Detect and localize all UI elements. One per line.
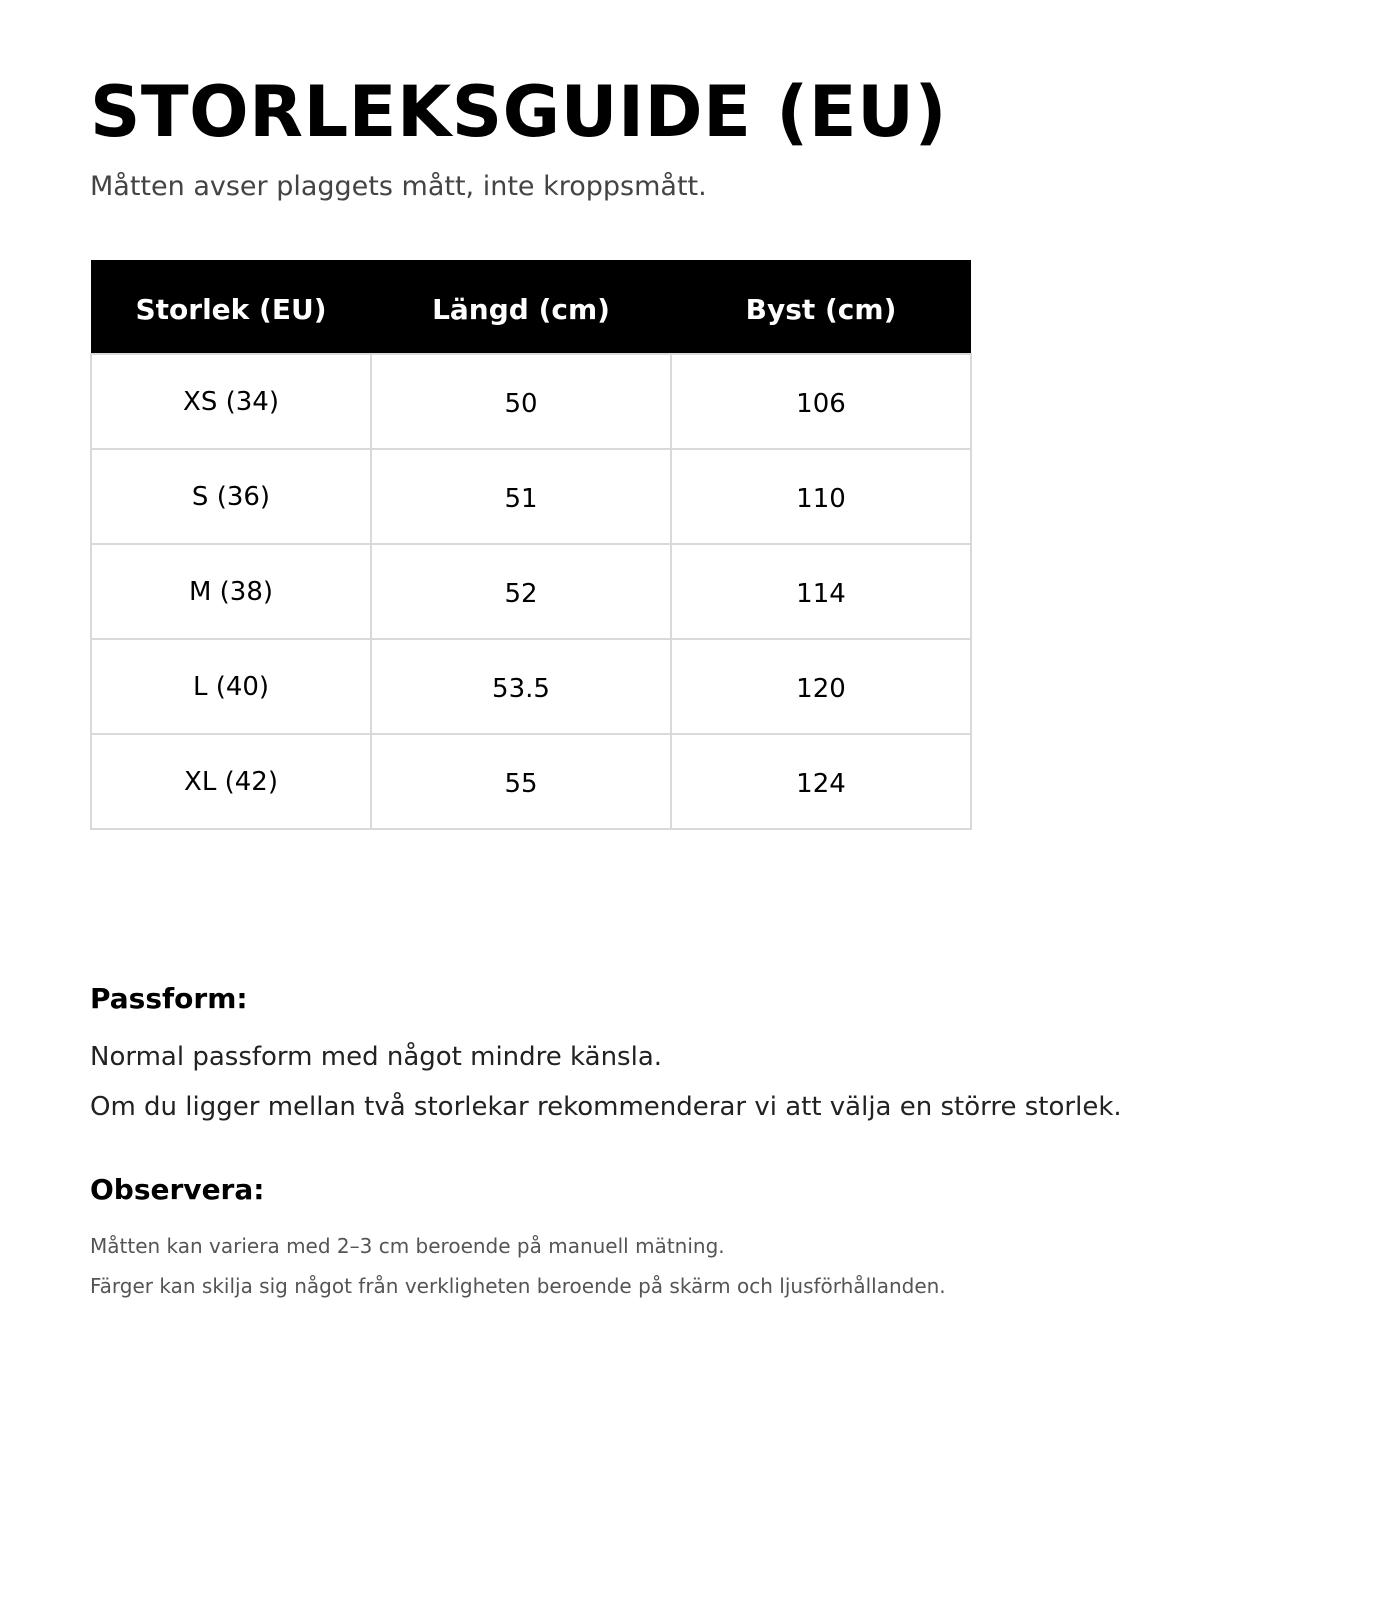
size-cell: XS (34) bbox=[91, 354, 371, 449]
column-header-length: Längd (cm) bbox=[371, 260, 671, 354]
table-row bbox=[91, 734, 971, 829]
bust-cell: 106 bbox=[671, 354, 971, 449]
size-cell: S (36) bbox=[91, 449, 371, 544]
bust-cell: 120 bbox=[671, 639, 971, 734]
bust-cell: 110 bbox=[671, 449, 971, 544]
table-row bbox=[91, 544, 971, 639]
page-subtitle: Måtten avser plaggets mått, inte kroppsmått. bbox=[90, 171, 707, 202]
length-cell: 52 bbox=[371, 544, 671, 639]
column-header-size: Storlek (EU) bbox=[91, 260, 371, 354]
length-cell: 50 bbox=[371, 354, 671, 449]
table-row bbox=[91, 449, 971, 544]
size-cell: M (38) bbox=[91, 544, 371, 639]
fit-recommendation: Om du ligger mellan två storlekar rekommenderar vi att välja en större storlek. bbox=[90, 1092, 1122, 1122]
fit-heading: Passform: bbox=[90, 982, 248, 1015]
length-cell: 55 bbox=[371, 734, 671, 829]
bust-cell: 124 bbox=[671, 734, 971, 829]
size-table bbox=[90, 260, 972, 830]
bust-cell: 114 bbox=[671, 544, 971, 639]
length-cell: 51 bbox=[371, 449, 671, 544]
length-cell: 53.5 bbox=[371, 639, 671, 734]
note-measurement-variance: Måtten kan variera med 2–3 cm beroende på manuell mätning. bbox=[90, 1234, 725, 1258]
note-color-variance: Färger kan skilja sig något från verkligheten beroende på skärm och ljusförhållanden. bbox=[90, 1274, 946, 1298]
note-heading: Observera: bbox=[90, 1173, 265, 1206]
size-cell: L (40) bbox=[91, 639, 371, 734]
table-header-row bbox=[91, 260, 971, 354]
column-header-bust: Byst (cm) bbox=[671, 260, 971, 354]
table-row bbox=[91, 639, 971, 734]
page-title: STORLEKSGUIDE (EU) bbox=[90, 71, 947, 153]
table-row bbox=[91, 354, 971, 449]
size-cell: XL (42) bbox=[91, 734, 371, 829]
fit-description: Normal passform med något mindre känsla. bbox=[90, 1042, 663, 1072]
